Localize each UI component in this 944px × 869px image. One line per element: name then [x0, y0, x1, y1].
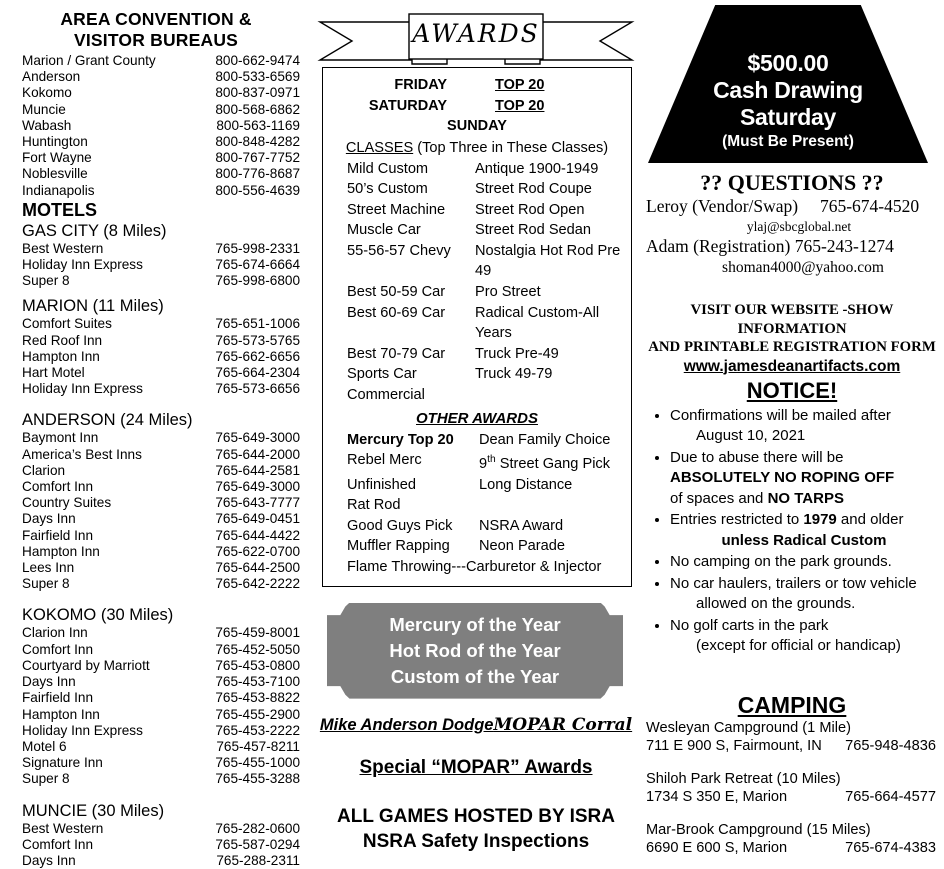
entry-phone: 765-573-6656	[215, 381, 300, 397]
notice-tail-bold: NO TARPS	[767, 489, 844, 507]
awards-ribbon-shape	[312, 8, 640, 66]
cash-drawing-note: (Must Be Present)	[722, 133, 854, 150]
entry-phone: 765-453-7100	[215, 674, 300, 690]
entry-name: America’s Best Inns	[22, 446, 142, 462]
entry-name: Holiday Inn Express	[22, 722, 143, 738]
class-right: Street Rod Open	[475, 201, 585, 218]
camping-list	[640, 719, 944, 858]
award-day-value-text: TOP 20	[495, 77, 545, 93]
motel-row	[22, 674, 300, 690]
center-column	[312, 0, 640, 854]
entry-phone: 765-587-0294	[215, 836, 300, 852]
notice-subline: allowed on the grounds.	[696, 595, 856, 612]
spacer	[0, 788, 312, 801]
class-right: Truck 49-79	[475, 366, 553, 383]
entry-name: Huntington	[22, 134, 88, 150]
entry-phone: 765-453-2222	[215, 722, 300, 738]
other-awards-heading-text: OTHER AWARDS	[416, 409, 538, 427]
entry-name: Lees Inn	[22, 560, 75, 576]
spacer	[0, 289, 312, 296]
motel-row	[22, 755, 300, 771]
other-awards-grid	[323, 430, 631, 557]
games-line-1: ALL GAMES HOSTED BY ISRA	[337, 805, 615, 827]
classes-heading	[323, 138, 631, 159]
notice-subline-bold: unless Radical Custom	[721, 531, 887, 549]
entry-phone: 765-664-2304	[215, 365, 300, 381]
campground-name: Mar-Brook Campground (15 Miles)	[646, 821, 871, 838]
campground-address: 6690 E 600 S, Marion	[646, 840, 788, 856]
flame-throwing-row: Flame Throwing---Carburetor & Injector	[347, 559, 602, 576]
awards-sunday-label: SUNDAY	[447, 118, 507, 134]
other-award-right: 9th Street Gang Pick	[479, 454, 611, 473]
entry-name: Baymont Inn	[22, 430, 99, 446]
campground-entry	[646, 821, 944, 858]
other-award-right: Long Distance	[479, 476, 573, 493]
entry-phone: 800-556-4639	[215, 182, 300, 198]
awards-day-grid	[323, 75, 631, 116]
notice-list	[640, 406, 944, 657]
class-left: Best 60-69 Car	[347, 304, 446, 321]
contact-leroy-phone: 765-674-4520	[819, 196, 920, 216]
entry-name: Comfort Inn	[22, 836, 94, 852]
cash-drawing-banner	[640, 0, 944, 168]
entry-name: Comfort Suites	[22, 316, 112, 332]
entry-name: Wabash	[22, 117, 72, 133]
entry-phone: 800-568-6862	[215, 101, 300, 117]
class-left: 55-56-57 Chevy	[347, 242, 451, 259]
class-left: Mild Custom	[347, 160, 429, 177]
other-award-left: Rat Rod	[347, 497, 401, 514]
entry-name: Fairfield Inn	[22, 690, 94, 706]
motel-row	[22, 560, 300, 576]
questions-heading: ?? QUESTIONS ??	[700, 170, 884, 195]
motel-row	[22, 241, 300, 257]
entry-name: Best Western	[22, 820, 104, 836]
motel-row	[22, 257, 300, 273]
motel-row	[22, 658, 300, 674]
campground-phone: 765-948-4836	[845, 738, 936, 754]
motel-row	[22, 495, 300, 511]
right-column	[640, 0, 944, 858]
entry-phone: 765-452-5050	[215, 641, 300, 657]
other-award-left: Unfinished	[347, 476, 416, 493]
other-awards-heading	[323, 408, 631, 430]
entry-phone: 765-998-6800	[215, 273, 300, 289]
spacer	[640, 807, 944, 821]
other-award-right	[479, 495, 631, 516]
motel-city-heading: MUNCIE (30 Miles)	[22, 801, 165, 820]
spacer	[640, 756, 944, 770]
award-day-value	[477, 75, 631, 96]
motel-row	[22, 447, 300, 463]
entry-name: Motel 6	[22, 738, 67, 754]
motel-row	[22, 430, 300, 446]
class-right: Radical Custom-All Years	[475, 304, 600, 342]
notice-item: • Due to abuse there will be ABSOLUTELY NO ROPING OFF of spaces and NO TARPS	[670, 448, 938, 510]
class-right	[475, 385, 631, 406]
entry-phone: 800-767-7752	[215, 150, 300, 166]
year-awards-plaque	[312, 603, 640, 701]
entry-name: Comfort Inn	[22, 641, 94, 657]
entry-name: Clarion Inn	[22, 625, 88, 641]
campground-name: Wesleyan Campground (1 Mile)	[646, 719, 851, 736]
class-left: Best 50-59 Car	[347, 284, 446, 301]
games-block	[312, 804, 640, 854]
motel-city-list	[22, 241, 300, 290]
campground-phone: 765-664-4577	[845, 789, 936, 805]
entry-phone: 765-457-8211	[216, 738, 300, 754]
awards-ribbon	[312, 8, 640, 66]
mopar-sponsor-line	[312, 715, 640, 735]
website-block	[640, 301, 944, 377]
class-left: Sports Car	[347, 366, 417, 383]
entry-name: Comfort Inn	[22, 479, 94, 495]
motels-heading: MOTELS	[22, 199, 97, 220]
entry-phone: 765-649-0451	[215, 511, 300, 527]
motel-row	[22, 381, 300, 397]
entry-name: Super 8	[22, 273, 70, 289]
cvb-list	[22, 53, 300, 199]
notice-subline	[670, 531, 938, 552]
contact-leroy	[640, 196, 944, 217]
entry-phone: 765-453-8822	[215, 690, 300, 706]
motel-city-heading: GAS CITY (8 Miles)	[22, 221, 167, 240]
notice-tail-line: of spaces and NO TARPS	[670, 489, 844, 507]
motel-row	[22, 511, 300, 527]
entry-phone: 765-642-2222	[215, 576, 300, 592]
mopar-sponsor-dealer: Mike Anderson Dodge	[319, 715, 494, 734]
award-day-value	[477, 96, 631, 117]
classes-heading-rest: (Top Three in These Classes)	[413, 139, 609, 156]
entry-phone: 765-573-5765	[215, 332, 300, 348]
cash-drawing-text	[648, 5, 928, 163]
motel-row	[22, 316, 300, 332]
cvb-row	[22, 102, 300, 118]
other-award-left: Muffler Rapping	[347, 538, 450, 555]
motel-row	[22, 771, 300, 787]
class-left: Commercial	[347, 387, 425, 404]
awards-ribbon-label: AWARDS	[412, 19, 540, 48]
entry-name: Best Western	[22, 240, 104, 256]
cash-amount: $500.00	[747, 50, 829, 76]
entry-name: Hampton Inn	[22, 706, 100, 722]
entry-phone: 765-455-2900	[215, 706, 300, 722]
class-left: Best 70-79 Car	[347, 345, 446, 362]
class-left: 50’s Custom	[347, 181, 428, 198]
entry-phone: 765-282-0600	[215, 820, 300, 836]
class-right: Street Rod Sedan	[475, 222, 592, 239]
entry-phone: 800-848-4282	[215, 134, 300, 150]
motels-container	[0, 221, 312, 869]
contact-adam-email[interactable]: shoman4000@yahoo.com	[722, 259, 884, 276]
cvb-row	[22, 134, 300, 150]
entry-name: Kokomo	[22, 85, 72, 101]
plaque-line: Hot Rod of the Year	[389, 639, 561, 661]
motel-city-heading: MARION (11 Miles)	[22, 297, 164, 316]
entry-name: Signature Inn	[22, 755, 103, 771]
entry-phone: 765-459-8001	[215, 625, 300, 641]
entry-name: Red Roof Inn	[22, 332, 103, 348]
other-award-left: Mercury Top 20	[347, 431, 454, 448]
other-award-left: Rebel Merc	[347, 452, 422, 469]
entry-name: Fort Wayne	[22, 150, 92, 166]
notice-heading: NOTICE!	[746, 377, 838, 403]
website-line-1: VISIT OUR WEBSITE -SHOW INFORMATION	[690, 302, 894, 337]
class-right: Truck Pre-49	[475, 345, 559, 362]
spacer	[0, 592, 312, 605]
cvb-heading-line2: VISITOR BUREAUS	[73, 30, 239, 50]
class-right: Pro Street	[475, 284, 541, 301]
classes-grid	[323, 159, 631, 406]
entry-name: Holiday Inn Express	[22, 381, 143, 397]
motel-row	[22, 273, 300, 289]
cvb-heading-line1: AREA CONVENTION &	[60, 9, 252, 29]
entry-phone: 765-674-6664	[215, 257, 300, 273]
campground-address: 1734 S 350 E, Marion	[646, 789, 788, 805]
campground-address-row	[646, 839, 944, 858]
entry-phone: 765-622-0700	[215, 543, 300, 559]
cvb-heading	[0, 9, 312, 51]
mopar-sponsor-corral: MOPAR Corral	[493, 714, 633, 735]
motel-city-list	[22, 625, 300, 787]
other-award-right: NSRA Award	[479, 517, 564, 534]
motel-row	[22, 576, 300, 592]
spacer	[0, 397, 312, 410]
entry-name: Courtyard by Marriott	[22, 657, 150, 673]
notice-bold-line	[670, 468, 938, 489]
plaque-text	[327, 603, 623, 699]
ordinal-suffix: th	[487, 454, 496, 466]
entry-name: Hart Motel	[22, 365, 85, 381]
notice-subline: August 10, 2021	[696, 427, 806, 444]
plaque-line: Mercury of the Year	[389, 613, 561, 635]
entry-phone: 765-662-6656	[215, 348, 300, 364]
entry-phone: 765-644-2500	[215, 560, 300, 576]
motel-row	[22, 690, 300, 706]
entry-phone: 800-533-6569	[215, 69, 300, 85]
website-line-2: AND PRINTABLE REGISTRATION FORM	[648, 339, 936, 355]
cvb-row	[22, 85, 300, 101]
entry-name: Noblesville	[22, 166, 88, 182]
class-right: Antique 1900-1949	[475, 160, 599, 177]
cvb-row	[22, 69, 300, 85]
entry-name: Anderson	[22, 69, 81, 85]
entry-phone: 765-288-2311	[216, 852, 300, 868]
notice-item: • No camping on the park grounds.	[670, 552, 938, 573]
entry-name: Hampton Inn	[22, 348, 100, 364]
cash-drawing-day: Saturday	[739, 104, 837, 130]
motel-row	[22, 349, 300, 365]
entry-phone: 765-644-2000	[215, 446, 300, 462]
entry-name: Fairfield Inn	[22, 527, 94, 543]
contact-leroy-email[interactable]: ylaj@sbcglobal.net	[746, 219, 852, 234]
entry-phone: 765-455-1000	[215, 755, 300, 771]
entry-phone: 765-649-3000	[215, 479, 300, 495]
entry-name: Muncie	[22, 101, 66, 117]
entry-name: Country Suites	[22, 495, 112, 511]
class-left: Street Machine	[347, 201, 446, 218]
notice-item: • No car haulers, trailers or tow vehicle allowed on the grounds.	[670, 574, 938, 615]
entry-name: Clarion	[22, 462, 66, 478]
award-day-value-text: TOP 20	[495, 97, 545, 114]
campground-address: 711 E 900 S, Fairmount, IN	[646, 738, 822, 754]
motel-row	[22, 723, 300, 739]
entry-phone: 800-662-9474	[215, 53, 300, 68]
award-day-name: FRIDAY	[394, 77, 447, 93]
entry-phone: 765-644-4422	[215, 527, 300, 543]
notice-item: • Confirmations will be mailed after August 10, 2021	[670, 406, 938, 447]
motel-row	[22, 333, 300, 349]
entry-phone: 765-455-3288	[215, 771, 300, 787]
contact-leroy-name: Leroy (Vendor/Swap)	[646, 196, 799, 216]
campground-entry	[646, 770, 944, 807]
cvb-row	[22, 118, 300, 134]
cvb-row	[22, 53, 300, 69]
motel-city-heading: ANDERSON (24 Miles)	[22, 411, 193, 430]
motel-row	[22, 837, 300, 853]
motel-row	[22, 463, 300, 479]
motel-row	[22, 479, 300, 495]
games-line-2: NSRA Safety Inspections	[362, 830, 590, 852]
entry-phone: 800-776-8687	[215, 166, 300, 182]
motel-row	[22, 821, 300, 837]
entry-name: Hampton Inn	[22, 543, 100, 559]
notice-emphasis: 1979	[803, 511, 837, 528]
entry-phone: 765-649-3000	[215, 430, 300, 446]
entry-name: Marion / Grant County	[22, 53, 156, 68]
entry-phone: 800-563-1169	[216, 117, 300, 133]
camping-heading: CAMPING	[737, 691, 847, 718]
campground-address-row	[646, 737, 944, 756]
contact-adam: Adam (Registration) 765-243-1274	[646, 236, 894, 256]
notice-subline: (except for official or handicap)	[696, 637, 901, 654]
notice-bold-text: ABSOLUTELY NO ROPING OFF	[670, 469, 895, 486]
notice-item: • No golf carts in the park (except for official or handicap)	[670, 616, 938, 657]
award-day-name: SATURDAY	[368, 97, 447, 114]
motel-city-list	[22, 316, 300, 397]
motel-row	[22, 707, 300, 723]
other-award-left: Good Guys Pick	[347, 517, 453, 534]
motel-city-heading: KOKOMO (30 Miles)	[22, 606, 174, 625]
entry-name: Super 8	[22, 771, 70, 787]
motel-row	[22, 365, 300, 381]
classes-heading-underlined: CLASSES	[345, 139, 414, 156]
entry-name: Super 8	[22, 576, 70, 592]
cvb-row	[22, 183, 300, 199]
entry-phone: 765-998-2331	[215, 240, 300, 256]
entry-name: Indianapolis	[22, 182, 95, 198]
awards-box	[322, 67, 632, 587]
entry-name: Holiday Inn Express	[22, 257, 143, 273]
motel-row	[22, 544, 300, 560]
plaque-line: Custom of the Year	[390, 665, 560, 687]
motel-row	[22, 853, 300, 869]
other-award-right: Dean Family Choice	[479, 431, 611, 448]
motel-row	[22, 739, 300, 755]
cvb-row	[22, 150, 300, 166]
entry-name: Days Inn	[22, 674, 76, 690]
campground-entry	[646, 719, 944, 756]
cash-drawing-label: Cash Drawing	[713, 77, 863, 103]
entry-name: Days Inn	[22, 852, 76, 868]
entry-phone: 765-643-7777	[215, 495, 300, 511]
entry-phone: 765-651-1006	[215, 316, 300, 332]
website-url-link[interactable]: www.jamesdeanartifacts.com	[683, 357, 901, 375]
cvb-row	[22, 166, 300, 182]
motel-row	[22, 642, 300, 658]
entry-phone: 800-837-0971	[215, 85, 300, 101]
class-right: Street Rod Coupe	[475, 181, 592, 198]
entry-name: Days Inn	[22, 511, 76, 527]
motel-row	[22, 625, 300, 641]
special-mopar-awards: Special “MOPAR” Awards	[359, 756, 593, 778]
entry-phone: 765-644-2581	[215, 462, 300, 478]
campground-phone: 765-674-4383	[845, 840, 936, 856]
notice-item: • Entries restricted to 1979 and older unless Radical Custom	[670, 510, 938, 551]
motel-row	[22, 528, 300, 544]
left-column	[0, 0, 312, 869]
other-award-right: Neon Parade	[479, 538, 566, 555]
motel-city-list	[22, 430, 300, 592]
campground-name: Shiloh Park Retreat (10 Miles)	[646, 770, 841, 787]
class-right: Nostalgia Hot Rod Pre 49	[475, 242, 621, 280]
entry-phone: 765-453-0800	[215, 657, 300, 673]
motel-city-list	[22, 821, 300, 869]
class-left: Muscle Car	[347, 222, 421, 239]
campground-address-row	[646, 788, 944, 807]
